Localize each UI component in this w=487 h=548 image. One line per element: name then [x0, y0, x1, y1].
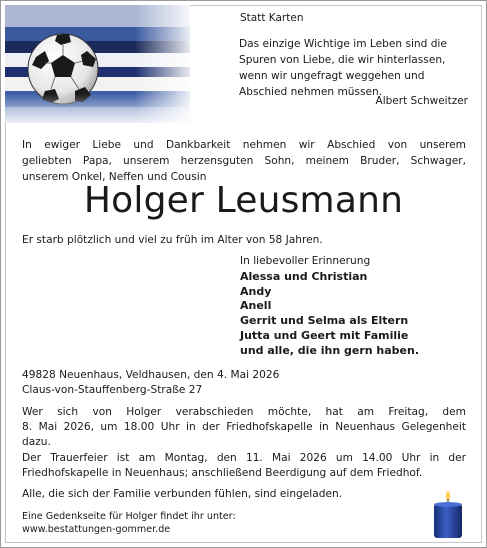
- address-line: Claus-von-Stauffenberg-Straße 27: [22, 384, 203, 396]
- memorial-url-link[interactable]: www.bestattungen-gommer.de: [22, 524, 171, 535]
- address-block: [22, 368, 279, 398]
- service-line: Der Trauerfeier ist am Montag, den 11. Mai 2026 um 14.00 Uhr in der: [22, 452, 466, 464]
- intro-line: geliebten Papa, unserem herzensguten Sohn, meinem Bruder, Schwager,: [22, 155, 466, 167]
- quote-line: Abschied nehmen müssen.: [239, 86, 383, 98]
- quote-line: Spuren von Liebe, die wir hinterlassen,: [239, 54, 446, 66]
- farewell-line: 8. Mai 2026, um 18.00 Uhr in der Friedhofskapelle in Neuenhaus Gelegenheit: [22, 421, 466, 433]
- farewell-line: dazu.: [22, 436, 51, 448]
- invite-paragraph: Alle, die sich der Familie verbunden fühlen, sind eingeladen.: [22, 488, 343, 500]
- mourner-name: und alle, die ihn gern haben.: [240, 343, 420, 357]
- quote-author: Albert Schweitzer: [375, 95, 468, 107]
- memorial-page-note: [22, 510, 236, 536]
- quote-line: wenn wir ungefragt weggehen und: [239, 70, 425, 82]
- mourner-name: Anell: [240, 299, 272, 313]
- mourners-heading: In liebevoller Erinnerung: [240, 255, 371, 267]
- quote-text: [239, 36, 467, 100]
- intro-text: [22, 137, 466, 185]
- mourners-list: [240, 270, 419, 358]
- mourner-name: Gerrit und Selma als Eltern: [240, 314, 409, 328]
- statt-karten-label: Statt Karten: [240, 12, 304, 24]
- death-statement: Er starb plötzlich und viel zu früh im Alter von 58 Jahren.: [22, 234, 323, 246]
- mourner-name: Jutta und Geert mit Familie: [240, 328, 409, 342]
- deceased-name: Holger Leusmann: [83, 180, 404, 221]
- quote-line: Das einzige Wichtige im Leben sind die: [239, 38, 447, 50]
- service-line: Friedhofskapelle in Neuenhaus; anschließend Beerdigung auf dem Friedhof.: [22, 467, 423, 479]
- candle-icon: [430, 490, 466, 540]
- intro-line: In ewiger Liebe und Dankbarkeit nehmen wir Abschied von unserem: [22, 139, 466, 151]
- farewell-paragraph: [22, 405, 466, 450]
- mourner-name: Andy: [240, 284, 272, 298]
- memorial-note-line: Eine Gedenkseite für Holger findet ihr unter:: [22, 511, 236, 522]
- intro-line: unserem Onkel, Neffen und Cousin: [22, 171, 207, 183]
- football-header-image: [5, 5, 190, 123]
- farewell-line: Wer sich von Holger verabschieden möchte, hat am Freitag, dem: [22, 406, 466, 418]
- mourner-name: Alessa und Christian: [240, 270, 368, 283]
- address-line: 49828 Neuenhaus, Veldhausen, den 4. Mai 2026: [22, 369, 280, 381]
- service-paragraph: [22, 451, 466, 481]
